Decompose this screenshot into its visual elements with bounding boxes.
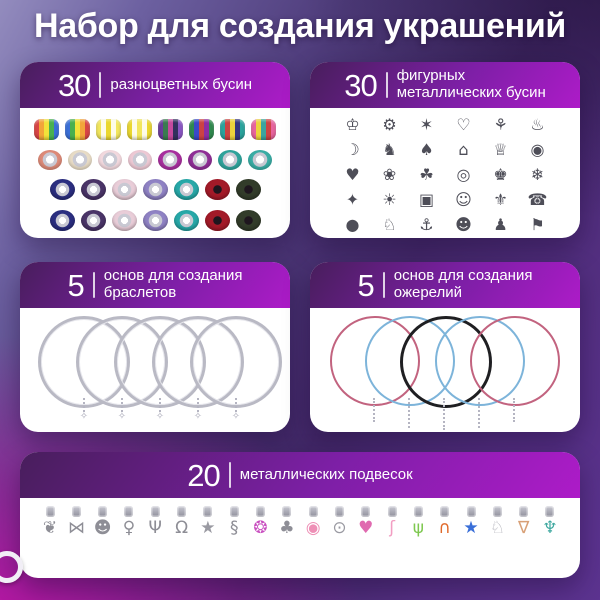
pendant-bail [230, 506, 239, 517]
striped-bead [34, 119, 59, 140]
rondelle-bead [158, 150, 182, 170]
pendant-bail [72, 506, 81, 517]
donut-charm-icon: ◉ [305, 518, 321, 538]
starfish-charm-icon: ★ [463, 518, 479, 538]
metal-charm-icon: ⚑ [530, 215, 545, 234]
metal-pendants-count: 20 [187, 457, 220, 493]
metal-charm-icon: ✶ [419, 115, 434, 134]
pendant-unicorn [485, 506, 509, 538]
pendant-star [196, 506, 220, 538]
clasp-chain [159, 398, 161, 412]
tree-of-life-charm-icon: ♣ [279, 518, 295, 538]
necklace-bases-count: 5 [357, 267, 374, 303]
rondelle-bead [128, 150, 152, 170]
count-separator [99, 72, 101, 98]
necklace-extender-chain [408, 398, 410, 428]
metal-charm-icon: ⌂ [458, 140, 469, 159]
metal-charm-icon: ♥ [345, 165, 360, 184]
necklace-extender-chain [513, 398, 515, 422]
card-colorful-beads [20, 62, 290, 238]
pendant-bail [361, 506, 370, 517]
rondelle-bead [98, 150, 122, 170]
metal-beads-label [397, 68, 546, 102]
count-separator [386, 72, 388, 98]
donut-bead [112, 210, 137, 231]
metal-beads-photo [310, 108, 580, 237]
clasp-charm-icon: ✧ [231, 411, 241, 422]
metal-charm-icon: ♔ [345, 115, 360, 134]
donut-bead [236, 210, 261, 231]
pendant-bail [203, 506, 212, 517]
rondelle-bead [248, 150, 272, 170]
colorful-beads-count: 30 [57, 67, 91, 103]
bracelet-bases-label-line1: основ для создания [103, 267, 243, 285]
clasp-chain [235, 398, 237, 412]
count-separator [383, 272, 385, 298]
donut-bead [205, 210, 230, 231]
clasp-chain [197, 398, 199, 412]
pendant-bail [177, 506, 186, 517]
donut-bead-row [50, 179, 261, 200]
pendant-horseshoe [170, 506, 194, 538]
colorful-beads-label: разноцветных бусин [110, 75, 253, 93]
donut-bead [174, 210, 199, 231]
lollipop-charm-icon: ❂ [253, 518, 268, 538]
count-separator [93, 272, 95, 298]
card-bracelet-bases [20, 262, 290, 432]
unicorn-charm-icon: ♘ [489, 518, 505, 538]
donut-bead [174, 179, 199, 200]
pendant-bail [98, 506, 107, 517]
teddy-bear-charm-icon: ☻ [93, 518, 112, 538]
key-charm-icon: § [229, 518, 239, 538]
metal-beads-count: 30 [344, 67, 377, 103]
card-metal-beads [310, 62, 580, 238]
metal-charm-icon: ⚓ [419, 215, 434, 234]
metal-charm-icon: ☻ [455, 215, 472, 234]
metal-charm-icon: ☘ [419, 165, 434, 184]
metal-charm-icon: ♘ [382, 215, 397, 234]
clasp-chain [83, 398, 85, 412]
bracelet-clasp [117, 398, 127, 421]
metal-charm-icon: ♨ [530, 115, 545, 134]
horseshoe-charm-icon: Ω [175, 518, 189, 538]
heart-charm-icon: ♥ [358, 518, 374, 538]
metal-charm-icon: ❄ [530, 165, 545, 184]
necklace-bases-label-line1: основ для создания [393, 267, 533, 285]
ice-cream-charm-icon: ∇ [517, 518, 530, 538]
metal-charm-icon: ♡ [456, 115, 471, 134]
striped-bead [220, 119, 245, 140]
necklace-bases-photo [310, 308, 580, 432]
striped-bead [127, 119, 152, 140]
metal-charm-icon: ● [345, 215, 360, 234]
metal-pendants-label: металлических подвесок [239, 465, 413, 483]
metal-charm-icon: ▣ [418, 190, 435, 209]
bracelet-clasp [231, 398, 241, 421]
pendant-bail [282, 506, 291, 517]
rainbow-charm-icon: ∩ [438, 518, 451, 538]
clasp-chain [121, 398, 123, 412]
pendant-bail [519, 506, 528, 517]
metal-charm-icon: ⚙ [382, 115, 397, 134]
donut-bead [50, 179, 75, 200]
pendant-elephant [38, 506, 62, 538]
pendant-bail [414, 506, 423, 517]
pendant-bail [256, 506, 265, 517]
striped-bead [65, 119, 90, 140]
pendant-bail [309, 506, 318, 517]
pendant-mermaid [538, 506, 562, 538]
necklace-bases-label-line2: ожерелий [393, 284, 463, 301]
metal-charm-icon: ⚘ [493, 115, 508, 134]
card-necklace-bases [310, 262, 580, 432]
metal-beads-label-line2: металлических бусин [396, 84, 546, 101]
mermaid-charm-icon: ♆ [542, 518, 558, 538]
donut-bead [143, 179, 168, 200]
bracelet-clasp [155, 398, 165, 421]
striped-bead-row [34, 119, 276, 140]
clasp-charm-icon: ✧ [79, 411, 89, 422]
metal-charm-icon: ♟ [493, 215, 508, 234]
pendant-lollipop [249, 506, 273, 538]
metal-charm-icon: ◉ [530, 140, 545, 159]
metal-charm-icon: ♞ [382, 140, 397, 159]
palm-tree-charm-icon: ψ [412, 518, 424, 538]
metal-charm-icon: ♕ [493, 140, 508, 159]
hamsa-hand-charm-icon: Ψ [148, 518, 162, 538]
pendant-fairy [117, 506, 141, 538]
necklace-bases-label [394, 268, 533, 302]
clasp-charm-icon: ✧ [193, 411, 203, 422]
pendant-rainbow [433, 506, 457, 538]
metal-beads-label-line1: фигурных [396, 67, 466, 85]
striped-bead [189, 119, 214, 140]
striped-bead [96, 119, 121, 140]
pendant-bail [493, 506, 502, 517]
rondelle-bead-row [38, 150, 272, 170]
donut-bead [236, 179, 261, 200]
pendant-tree-of-life [275, 506, 299, 538]
star-charm-icon: ★ [200, 518, 216, 538]
pendant-donut [301, 506, 325, 538]
metal-charm-icon: ◎ [456, 165, 471, 184]
donut-bead [143, 210, 168, 231]
elephant-charm-icon: ❦ [42, 518, 58, 538]
clasp-charm-icon: ✧ [155, 411, 165, 422]
metal-beads-header [310, 62, 580, 108]
donut-bead [50, 210, 75, 231]
rondelle-bead [68, 150, 92, 170]
metal-charm-icon: ⚜ [493, 190, 508, 209]
metal-charm-icon: ☀ [382, 190, 397, 209]
striped-bead [158, 119, 183, 140]
rondelle-bead [38, 150, 62, 170]
bracelet-hoop [190, 316, 282, 408]
necklace-extender-chain [478, 398, 480, 428]
rondelle-bead [218, 150, 242, 170]
colorful-beads-header [20, 62, 290, 108]
butterfly-charm-icon: ⋈ [67, 518, 85, 538]
metal-charm-icon: ♠ [419, 140, 434, 159]
rondelle-bead [188, 150, 212, 170]
pendant-hamsa-hand [143, 506, 167, 538]
pendant-key [222, 506, 246, 538]
metal-pendants-photo [20, 498, 580, 538]
metal-charm-icon: ☽ [345, 140, 360, 159]
pendant-bail [545, 506, 554, 517]
page-title: Набор для создания украшений [33, 7, 567, 45]
donut-bead [81, 210, 106, 231]
apple-charm-icon: ⊙ [332, 518, 347, 538]
pendant-ice-cream [512, 506, 536, 538]
bracelet-bases-label [104, 268, 243, 302]
pendant-bail [124, 506, 133, 517]
pendant-bail [335, 506, 344, 517]
bracelet-bases-header [20, 262, 290, 308]
pendant-bail [467, 506, 476, 517]
donut-bead [205, 179, 230, 200]
metal-pendants-header [20, 452, 580, 498]
bracelet-bases-label-line2: браслетов [103, 284, 177, 301]
metal-charm-icon: ☎ [527, 190, 548, 209]
pendant-bail [46, 506, 55, 517]
bracelet-clasp [193, 398, 203, 421]
necklace-cord [470, 316, 560, 406]
flamingo-charm-icon: ʃ [389, 518, 395, 538]
pendant-apple [327, 506, 351, 538]
necklace-extender-chain [373, 398, 375, 422]
clasp-charm-icon: ✧ [117, 411, 127, 422]
donut-bead-row [50, 210, 261, 231]
pendant-bail [151, 506, 160, 517]
bracelet-bases-count: 5 [67, 267, 84, 303]
card-metal-pendants [20, 452, 580, 578]
fairy-charm-icon: ♀ [122, 518, 136, 538]
metal-charm-icon: ♚ [493, 165, 508, 184]
pendant-butterfly [64, 506, 88, 538]
pendant-teddy-bear [91, 506, 115, 538]
pendant-heart [354, 506, 378, 538]
colorful-beads-photo [20, 108, 290, 238]
pendant-palm-tree [406, 506, 430, 538]
pendant-flamingo [380, 506, 404, 538]
striped-bead [251, 119, 276, 140]
bracelet-clasp [79, 398, 89, 421]
metal-charm-icon: ☺ [455, 190, 472, 209]
donut-bead [112, 179, 137, 200]
metal-charm-icon: ✦ [345, 190, 360, 209]
metal-charm-icon: ❀ [382, 165, 397, 184]
pendant-bail [388, 506, 397, 517]
bracelet-bases-photo [20, 308, 290, 432]
necklace-extender-chain [443, 398, 445, 430]
pendant-starfish [459, 506, 483, 538]
pendant-bail [440, 506, 449, 517]
donut-bead [81, 179, 106, 200]
necklace-bases-header [310, 262, 580, 308]
count-separator [229, 462, 231, 488]
